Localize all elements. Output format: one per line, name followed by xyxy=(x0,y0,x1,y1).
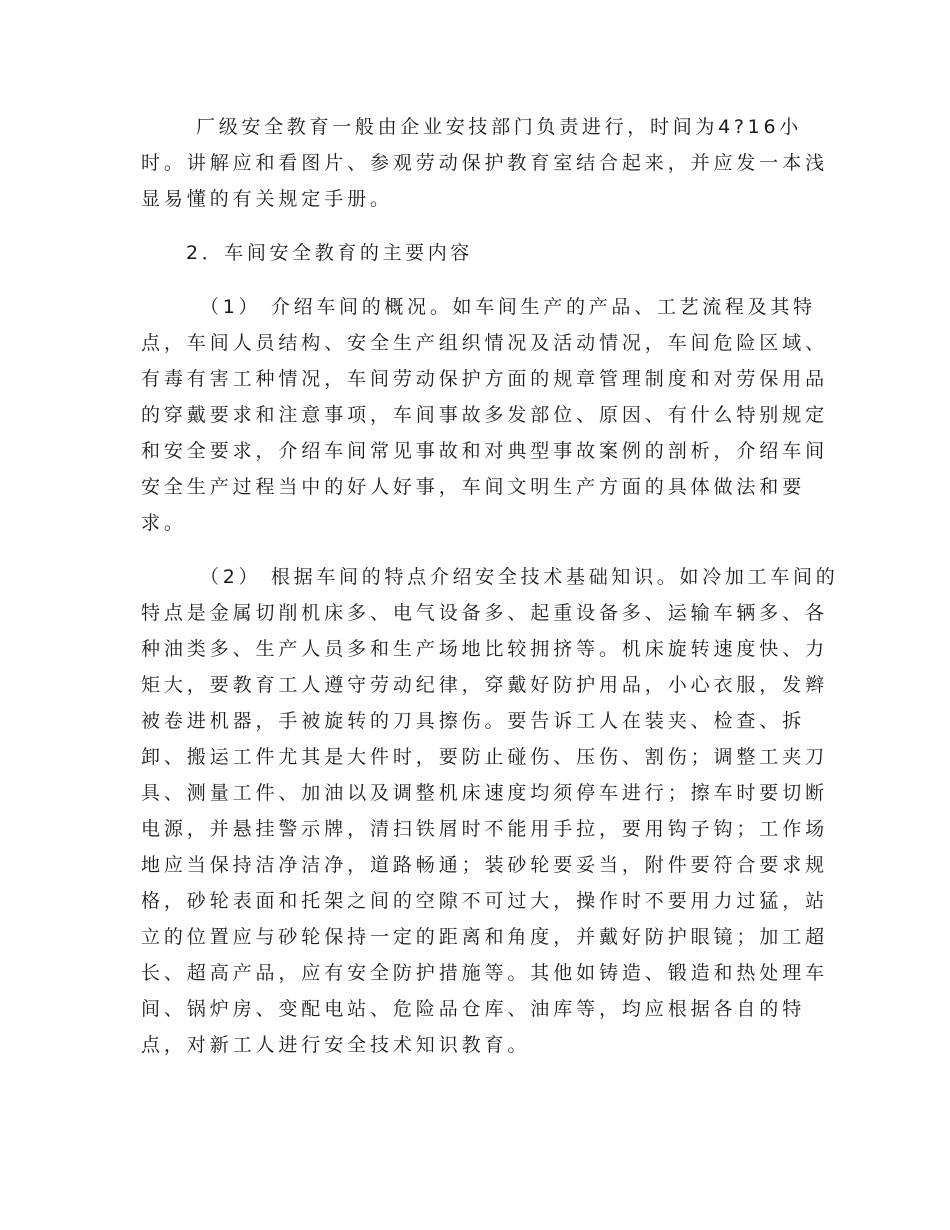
paragraph-3-line-5: 和安全要求，介绍车间常见事故和对典型事故案例的剖析，介绍车间 xyxy=(141,440,829,462)
paragraph-4-line-10: 格，砂轮表面和托架之间的空隙不可过大，操作时不要用力过猛，站 xyxy=(141,890,829,912)
paragraph-4-line-14: 点，对新工人进行安全技术知识教育。 xyxy=(141,1034,531,1056)
paragraph-3-line-7: 求。 xyxy=(141,512,187,534)
paragraph-1-line-2: 时。讲解应和看图片、参观劳动保护教育室结合起来，并应发一本浅 xyxy=(141,152,829,174)
paragraph-3-line-4: 的穿戴要求和注意事项，车间事故多发部位、原因、有什么特别规定 xyxy=(141,404,829,426)
paragraph-1-line-3: 显易懂的有关规定手册。 xyxy=(141,188,393,210)
section-heading: 2．车间安全教育的主要内容 xyxy=(186,242,473,264)
paragraph-4-line-2: 特点是金属切削机床多、电气设备多、起重设备多、运输车辆多、各 xyxy=(141,602,829,624)
paragraph-4-line-5: 被卷进机器，手被旋转的刀具擦伤。要告诉工人在装夹、检查、拆 xyxy=(141,710,806,732)
paragraph-3-line-6: 安全生产过程当中的好人好事，车间文明生产方面的具体做法和要 xyxy=(141,476,806,498)
paragraph-1-line-1: 厂级安全教育一般由企业安技部门负责进行，时间为4?16小 xyxy=(196,116,802,138)
paragraph-4-line-11: 立的位置应与砂轮保持一定的距离和角度，并戴好防护眼镜；加工超 xyxy=(141,926,829,948)
paragraph-4-line-8: 电源，并悬挂警示牌，清扫铁屑时不能用手拉，要用钩子钩；工作场 xyxy=(141,818,829,840)
paragraph-3-line-2: 点，车间人员结构、安全生产组织情况及活动情况，车间危险区域、 xyxy=(141,332,829,354)
paragraph-4-line-12: 长、超高产品，应有安全防护措施等。其他如铸造、锻造和热处理车 xyxy=(141,962,829,984)
paragraph-4-line-6: 卸、搬运工件尤其是大件时，要防止碰伤、压伤、割伤；调整工夹刀 xyxy=(141,746,829,768)
paragraph-4-line-4: 矩大，要教育工人遵守劳动纪律，穿戴好防护用品，小心衣服，发辫 xyxy=(141,674,829,696)
paragraph-3-line-3: 有毒有害工种情况，车间劳动保护方面的规章管理制度和对劳保用品 xyxy=(141,368,829,390)
paragraph-4-line-1: （2） 根据车间的特点介绍安全技术基础知识。如冷加工车间的 xyxy=(200,566,839,588)
paragraph-3-line-1: （1） 介绍车间的概况。如车间生产的产品、工艺流程及其特 xyxy=(200,296,816,318)
paragraph-4-line-9: 地应当保持洁净洁净，道路畅通；装砂轮要妥当，附件要符合要求规 xyxy=(141,854,829,876)
paragraph-4-line-3: 种油类多、生产人员多和生产场地比较拥挤等。机床旋转速度快、力 xyxy=(141,638,829,660)
paragraph-4-line-13: 间、锅炉房、变配电站、危险品仓库、油库等，均应根据各自的特 xyxy=(141,998,806,1020)
paragraph-4-line-7: 具、测量工件、加油以及调整机床速度均须停车进行；擦车时要切断 xyxy=(141,782,829,804)
